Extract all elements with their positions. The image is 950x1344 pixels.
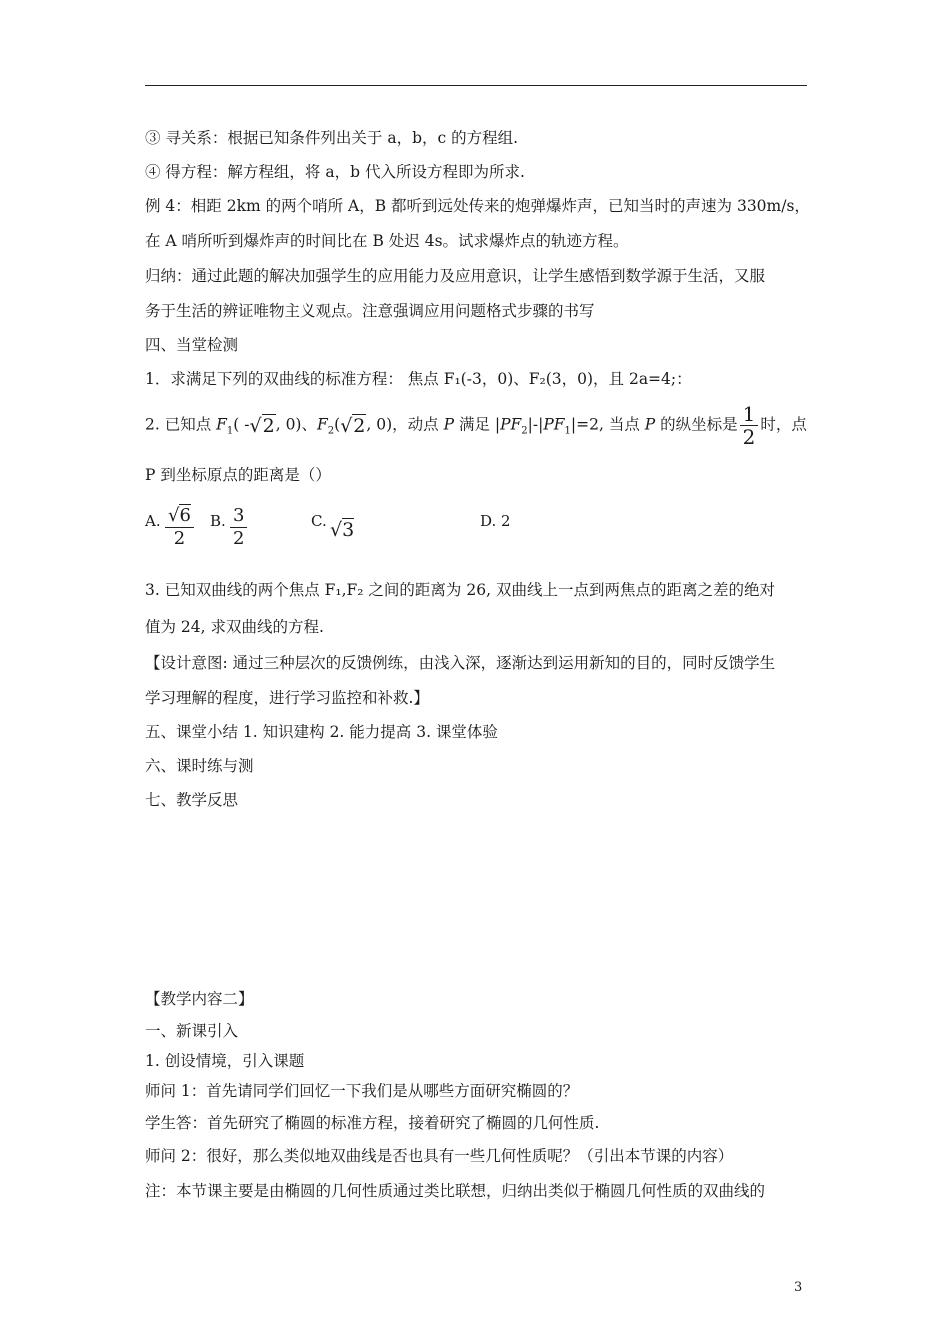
example-4-line-2: 在 A 哨所听到爆炸声的时间比在 B 处迟 4s。试求爆炸点的轨迹方程。	[145, 232, 629, 250]
option-c-value: √3	[330, 519, 355, 541]
q2-text-d: (	[334, 415, 341, 434]
scenario-heading: 1. 创设情境，引入课题	[145, 1052, 305, 1070]
design-intent-line-1: 【设计意图: 通过三种层次的反馈例练，由浅入深，逐渐达到运用新知的目的，同时反馈学生	[145, 654, 776, 672]
summary-line-2: 务于生活的辨证唯物主义观点。注意强调应用问题格式步骤的书写	[145, 302, 595, 320]
note-text: 注：本节课主要是由椭圆的几何性质通过类比联想，归纳出类似于椭圆几何性质的双曲线的	[145, 1182, 766, 1200]
q2-f1-sub: 1	[226, 425, 234, 437]
question-3-line-2: 值为 24, 求双曲线的方程.	[145, 618, 324, 636]
section-4-heading: 四、当堂检测	[145, 336, 239, 354]
step-3-text: ③ 寻关系：根据已知条件列出关于 a，b，c 的方程组.	[145, 129, 519, 147]
summary-line-1: 归纳：通过此题的解决加强学生的应用能力及应用意识，让学生感悟到数学源于生活，又服	[145, 267, 766, 285]
page-number: 3	[794, 1280, 803, 1295]
new-lesson-heading: 一、新课引入	[145, 1022, 239, 1040]
sqrt-2-a: √2	[249, 414, 275, 437]
q2-text-e: , 0)，动点	[366, 415, 444, 434]
teacher-question-1: 师问 1：首先请同学们回忆一下我们是从哪些方面研究椭圆的？	[145, 1082, 579, 1100]
q2-f1: F	[216, 415, 227, 434]
q2-text-j: 时，点	[760, 415, 807, 434]
question-2-line	[145, 402, 807, 449]
step-4-text: ④ 得方程：解方程组，将 a，b 代入所设方程即为所求.	[145, 163, 525, 181]
option-b-label: B.	[210, 512, 226, 530]
option-b-value: $\frac{3}{2}$	[228, 506, 249, 549]
q2-text-b: ( -	[233, 415, 250, 434]
fraction-one-half: $\frac{1}{2}$	[740, 404, 759, 447]
option-c-label: C.	[311, 512, 327, 530]
question-1-text: 1．求满足下列的双曲线的标准方程： 焦点 F₁(-3，0)、F₂(3，0)，且 2a=4;：	[145, 370, 692, 388]
option-d: D. 2	[480, 512, 511, 530]
q2-f2-sub: 2	[327, 425, 335, 437]
q2-p-2: P	[644, 415, 656, 434]
q2-text-h: |=2, 当点	[570, 415, 645, 434]
section-6-heading: 六、课时练与测	[145, 757, 254, 775]
header-rule	[145, 85, 807, 86]
q2-text-a: 2. 已知点	[145, 415, 217, 434]
teacher-question-2: 师问 2：很好，那么类似地双曲线是否也具有一些几何性质呢？（引出本节课的内容）	[145, 1147, 734, 1165]
question-3-line-1: 3. 已知双曲线的两个焦点 F₁,F₂ 之间的距离为 26, 双曲线上一点到两焦点的距离之差的绝对	[145, 581, 775, 599]
q2-f2: F	[316, 415, 328, 434]
q2-pf1-sub: 1	[564, 425, 571, 437]
q2-pf2: PF	[500, 415, 522, 434]
option-a-label: A.	[145, 512, 161, 530]
example-4-line-1: 例 4：相距 2km 的两个哨所 A，B 都听到远处传来的炮弹爆炸声，已知当时的声速为 330m/s，	[145, 197, 810, 215]
q2-text-i: 的纵坐标是	[655, 415, 738, 434]
design-intent-line-2: 学习理解的程度，进行学习监控和补救.】	[145, 689, 429, 707]
q2-text-c: , 0)、	[275, 415, 317, 434]
section-5-heading: 五、课堂小结 1. 知识建构 2. 能力提高 3. 课堂体验	[145, 723, 498, 741]
option-a-value: $\frac{√6}{2}$	[163, 506, 196, 549]
q2-text-f: 满足 |	[454, 415, 501, 434]
q2-p: P	[443, 415, 455, 434]
student-answer: 学生答：首先研究了椭圆的标准方程，接着研究了椭圆的几何性质.	[145, 1114, 600, 1132]
q2-text-g: |-|	[527, 415, 544, 434]
question-2-line-2: P 到坐标原点的距离是（）	[145, 466, 331, 484]
content-two-heading: 【教学内容二】	[145, 990, 254, 1008]
q2-pf2-sub: 2	[521, 425, 528, 437]
section-7-heading: 七、教学反思	[145, 791, 239, 809]
q2-pf1: PF	[543, 415, 565, 434]
sqrt-2-b: √2	[340, 414, 366, 437]
